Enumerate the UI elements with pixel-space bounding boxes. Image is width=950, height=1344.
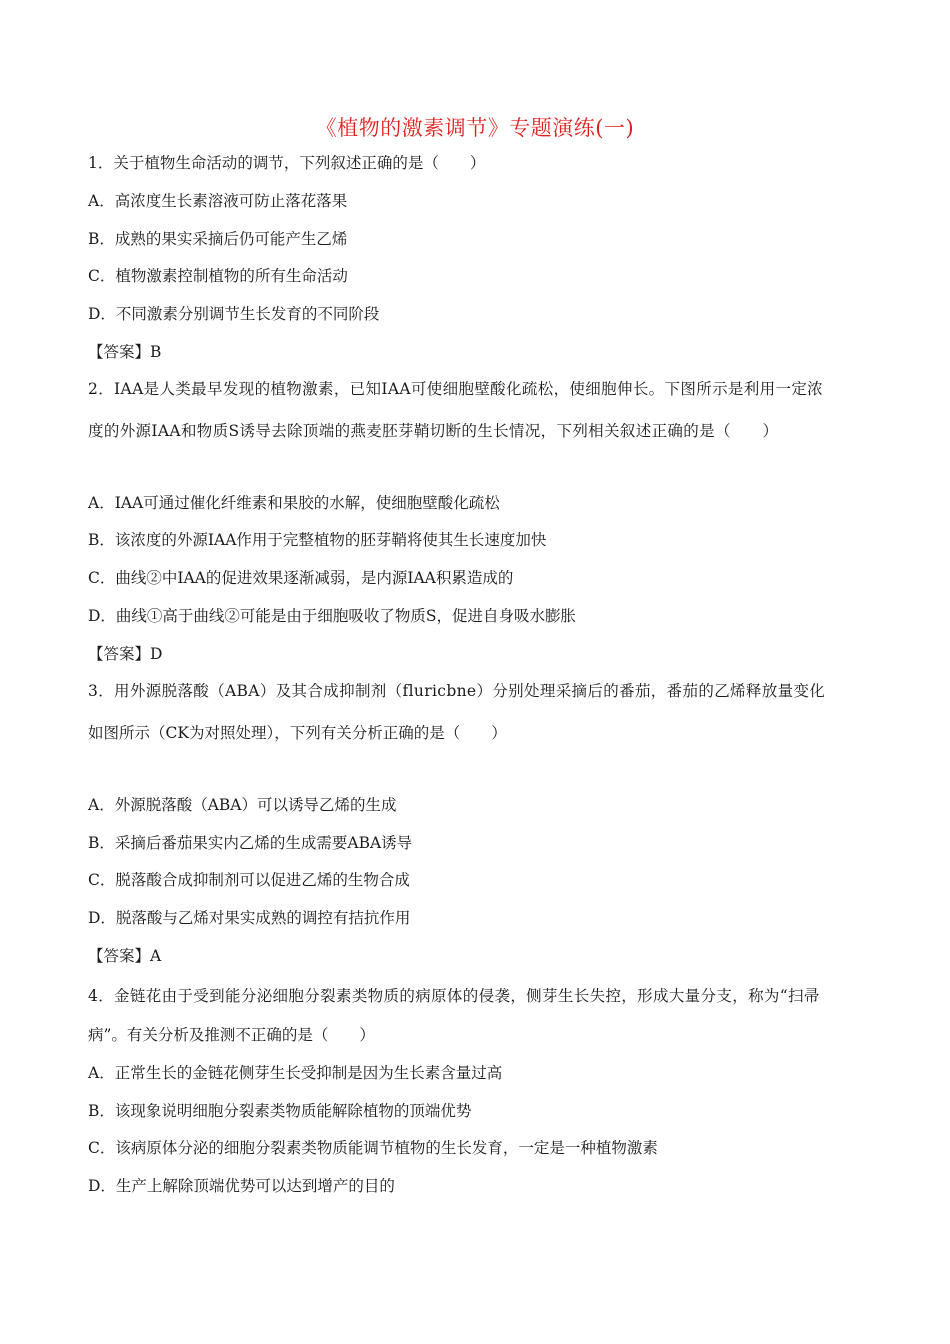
question-2-option-b: B．该浓度的外源IAA作用于完整植物的胚芽鞘将使其生长速度加快 <box>88 531 547 549</box>
question-3-stem-line-2: 如图所示（CK为对照处理），下列有关分析正确的是（ ） <box>88 724 507 742</box>
question-4-option-b: B．该现象说明细胞分裂素类物质能解除植物的顶端优势 <box>88 1102 472 1120</box>
question-3-option-c: C．脱落酸合成抑制剂可以促进乙烯的生物合成 <box>88 871 410 889</box>
document-title: 《植物的激素调节》专题演练(一) <box>315 116 635 140</box>
question-2-answer: 【答案】D <box>88 645 163 663</box>
question-1-stem: 1．关于植物生命活动的调节，下列叙述正确的是（ ） <box>88 154 486 172</box>
question-4-option-d: D．生产上解除顶端优势可以达到增产的目的 <box>88 1177 395 1195</box>
question-3-option-a: A．外源脱落酸（ABA）可以诱导乙烯的生成 <box>88 796 397 814</box>
question-4-stem-line-2: 病”。有关分析及推测不正确的是（ ） <box>88 1026 375 1044</box>
question-3-option-d: D．脱落酸与乙烯对果实成熟的调控有拮抗作用 <box>88 909 411 927</box>
question-4-option-a: A．正常生长的金链花侧芽生长受抑制是因为生长素含量过高 <box>88 1064 503 1082</box>
question-2-stem-line-1: 2．IAA是人类最早发现的植物激素，已知IAA可使细胞壁酸化疏松，使细胞伸长。下图所示是利用一定浓 <box>88 380 824 398</box>
question-2-option-d: D．曲线①高于曲线②可能是由于细胞吸收了物质S，促进自身吸水膨胀 <box>88 607 577 625</box>
question-1-answer: 【答案】B <box>88 343 162 361</box>
question-1-option-c: C．植物激素控制植物的所有生命活动 <box>88 267 348 285</box>
question-4-option-c: C．该病原体分泌的细胞分裂素类物质能调节植物的生长发育，一定是一种植物激素 <box>88 1139 658 1157</box>
question-3-stem-line-1: 3．用外源脱落酸（ABA）及其合成抑制剂（fluricbne）分别处理采摘后的番茄，番茄的乙烯释放量变化 <box>88 682 826 700</box>
question-4-stem-line-1: 4．金链花由于受到能分泌细胞分裂素类物质的病原体的侵袭，侧芽生长失控，形成大量分支，称为“扫帚 <box>88 987 820 1005</box>
question-2-stem-line-2: 度的外源IAA和物质S诱导去除顶端的燕麦胚芽鞘切断的生长情况，下列相关叙述正确的是（ ） <box>88 422 779 440</box>
question-3-answer: 【答案】A <box>88 947 162 965</box>
question-3-option-b: B．采摘后番茄果实内乙烯的生成需要ABA诱导 <box>88 834 413 852</box>
question-1-option-a: A．高浓度生长素溶液可防止落花落果 <box>88 192 348 210</box>
question-1-option-b: B．成熟的果实采摘后仍可能产生乙烯 <box>88 230 348 248</box>
question-2-option-c: C．曲线②中IAA的促进效果逐渐减弱，是内源IAA积累造成的 <box>88 569 514 587</box>
question-1-option-d: D．不同激素分别调节生长发育的不同阶段 <box>88 305 380 323</box>
question-2-option-a: A．IAA可通过催化纤维素和果胶的水解，使细胞壁酸化疏松 <box>88 494 500 512</box>
